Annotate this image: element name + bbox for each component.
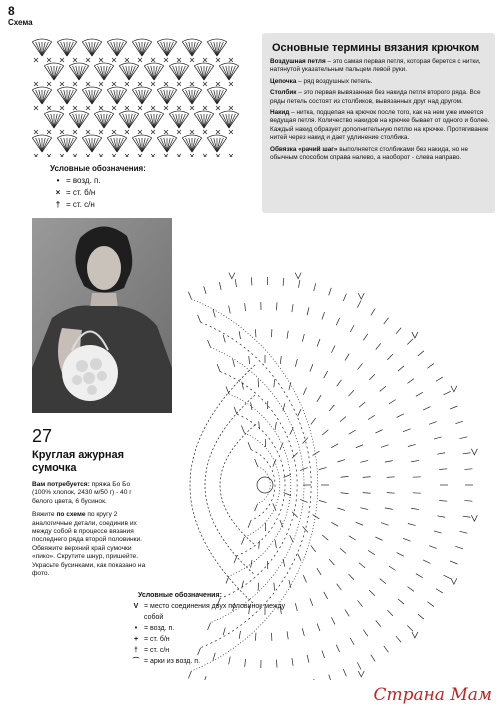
watermark-logo: Страна Мам: [373, 685, 492, 705]
instructions-text: Вяжите по схеме по кругу 2 аналогичные детали, соединив их между собой в процессе вязания последнего ряда второй половинки. Обвяжите верхний край сумочки «пико». Скрутите шнур, пришейте. Украсьте бусинками, как показано на фото.: [32, 511, 146, 578]
join-symbol-icon: V: [133, 603, 139, 610]
legend-top-title: Условные обозначения:: [50, 164, 146, 173]
legend-bottom: [128, 590, 288, 667]
legend-top-item: × = ст. б/н: [50, 187, 146, 199]
project-title: Круглая ажурная сумочка: [32, 449, 125, 474]
term-item: Цепочка – ряд воздушных петель.: [270, 77, 373, 85]
scheme-label: Схема: [8, 18, 33, 27]
legend-bottom-item: ⌒ = арки из возд. п.: [128, 656, 288, 667]
chain-symbol-icon: •: [56, 176, 60, 185]
project-number: 27: [32, 426, 53, 446]
term-item: Накид – нитка, подцепая на крючок после того, как на нем уже имеется ведущая петля. Количество накидов на крючке бывает от одного и более. Каждый накид образует дополнительную петлю на крючке. Протягивание нитей через накид и дает удлинение столбика.: [270, 109, 490, 142]
legend-top-item: • = возд. п.: [50, 175, 146, 187]
legend-bottom-item: V = место соединения двух половинок между собой: [128, 601, 288, 623]
term-item: Обвязка «рачий шаг» выполняется столбиками без накида, но не обычным способом справа налево, а наоборот - слева направо.: [270, 145, 469, 162]
top-stitch-chart: [30, 32, 240, 157]
legend-top: [50, 163, 146, 211]
terms-list: [270, 58, 490, 165]
page-number: 8: [8, 4, 15, 18]
legend-bottom-item: • = возд. п.: [128, 623, 288, 634]
term-item: Столбик – это первая вывязанная без накида петля второго ряда. Все ряды петель состоят из столбиков, вывязанных друг над другом.: [270, 89, 481, 105]
project-description: [32, 426, 150, 583]
sc-symbol-icon: +: [133, 636, 139, 643]
arch-symbol-icon: ⌒: [132, 658, 140, 665]
legend-bottom-item: + = ст. б/н: [128, 634, 288, 645]
materials-text: Вам потребуется: пряжа Бо Бо (100% хлопок, 2430 м/50 г) - 40 г белого цвета, 6 бусинок.: [32, 481, 132, 505]
dc-symbol-icon: †: [55, 200, 61, 209]
legend-bottom-item: † = ст. с/н: [128, 645, 288, 656]
legend-top-item: † = ст. с/н: [50, 199, 146, 211]
sc-symbol-icon: ×: [55, 188, 61, 197]
term-item: Воздушная петля – это самая первая петля, которая берется с нитки, натянутой указательным пальцем левой руки.: [270, 58, 481, 74]
chain-symbol-icon: •: [134, 625, 138, 632]
dc-symbol-icon: †: [134, 647, 138, 654]
terms-title: Основные термины вязания крючком: [272, 42, 480, 54]
legend-bottom-title: Условные обозначения:: [138, 592, 222, 599]
